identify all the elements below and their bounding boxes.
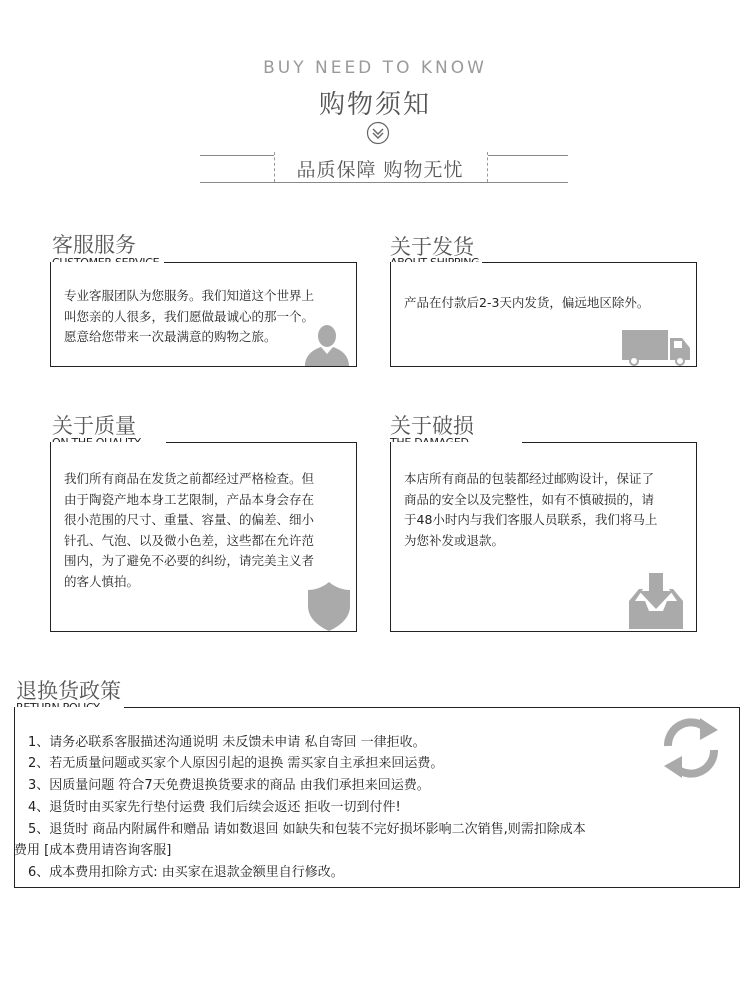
shipping-box-top-border [482,262,696,263]
customer-service-text: 专业客服团队为您服务。我们知道这个世界上 叫您亲的人很多，我们愿做最诚心的那一个。 愿意给您带来一次最满意的购物之旅。 [64,288,315,344]
slogan-divider-bottom [200,182,568,183]
download-tray-icon [627,571,687,631]
quality-title: 关于质量 [52,414,136,438]
return-policy-box-top-border [124,707,739,708]
return-policy-title: 退换货政策 [16,679,121,703]
header-cn-title: 购物须知 [318,90,431,120]
customer-service-title: 客服服务 [52,233,136,257]
policy-line-6: 6、成本费用扣除方式: 由买家在退款金额里自行修改。 [28,865,344,880]
chevron-down-icon [366,121,390,145]
policy-line-1: 1、请务必联系客服描述沟通说明 未反馈未申请 私自寄回 一律拒收。 [28,735,426,750]
shipping-title: 关于发货 [390,235,474,259]
customer-service-box-top-border [164,262,356,263]
policy-line-2: 2、若无质量问题或买家个人原因引起的退换 需买家自主承担来回运费。 [28,756,444,771]
shipping-text: 产品在付款后2-3天内发货，偏远地区除外。 [404,295,650,310]
quality-box-top-border [166,442,356,443]
person-icon [303,322,351,366]
policy-line-5: 5、退货时 商品内附属件和赠品 请如数退回 如缺失和包装不完好损坏影响二次销售,则需扣除成本 [28,822,586,837]
damaged-text: 本店所有商品的包装都经过邮购设计，保证了 商品的安全以及完整性，如有不慎破损的，请 于48小时内与我们客服人员联系，我们将马上 为您补发或退款。 [404,471,658,548]
header-en-title: BUY NEED TO KNOW [263,58,487,78]
policy-line-5-cont: 费用 [成本费用请咨询客服] [14,843,172,858]
slogan-text: 品质保障 购物无忧 [296,159,464,181]
damaged-box-top-border [522,442,696,443]
quality-text: 我们所有商品在发货之前都经过严格检查。但 由于陶瓷产地本身工艺限制，产品本身会存在 很小范围的尺寸、重量、容量、的偏差、细小 针孔、气泡、以及微小色差，这些都在允许范 围内，为了避免不必要的纠纷，请完美主义者 的客人慎拍。 [64,471,315,589]
refresh-icon [656,716,726,780]
damaged-title: 关于破损 [390,414,474,438]
policy-line-3: 3、因质量问题 符合7天免费退换货要求的商品 由我们承担来回运费。 [28,778,430,793]
shield-icon [306,580,352,632]
policy-line-4: 4、退货时由买家先行垫付运费 我们后续会返还 拒收一切到付件! [28,800,401,815]
truck-icon [620,328,692,366]
